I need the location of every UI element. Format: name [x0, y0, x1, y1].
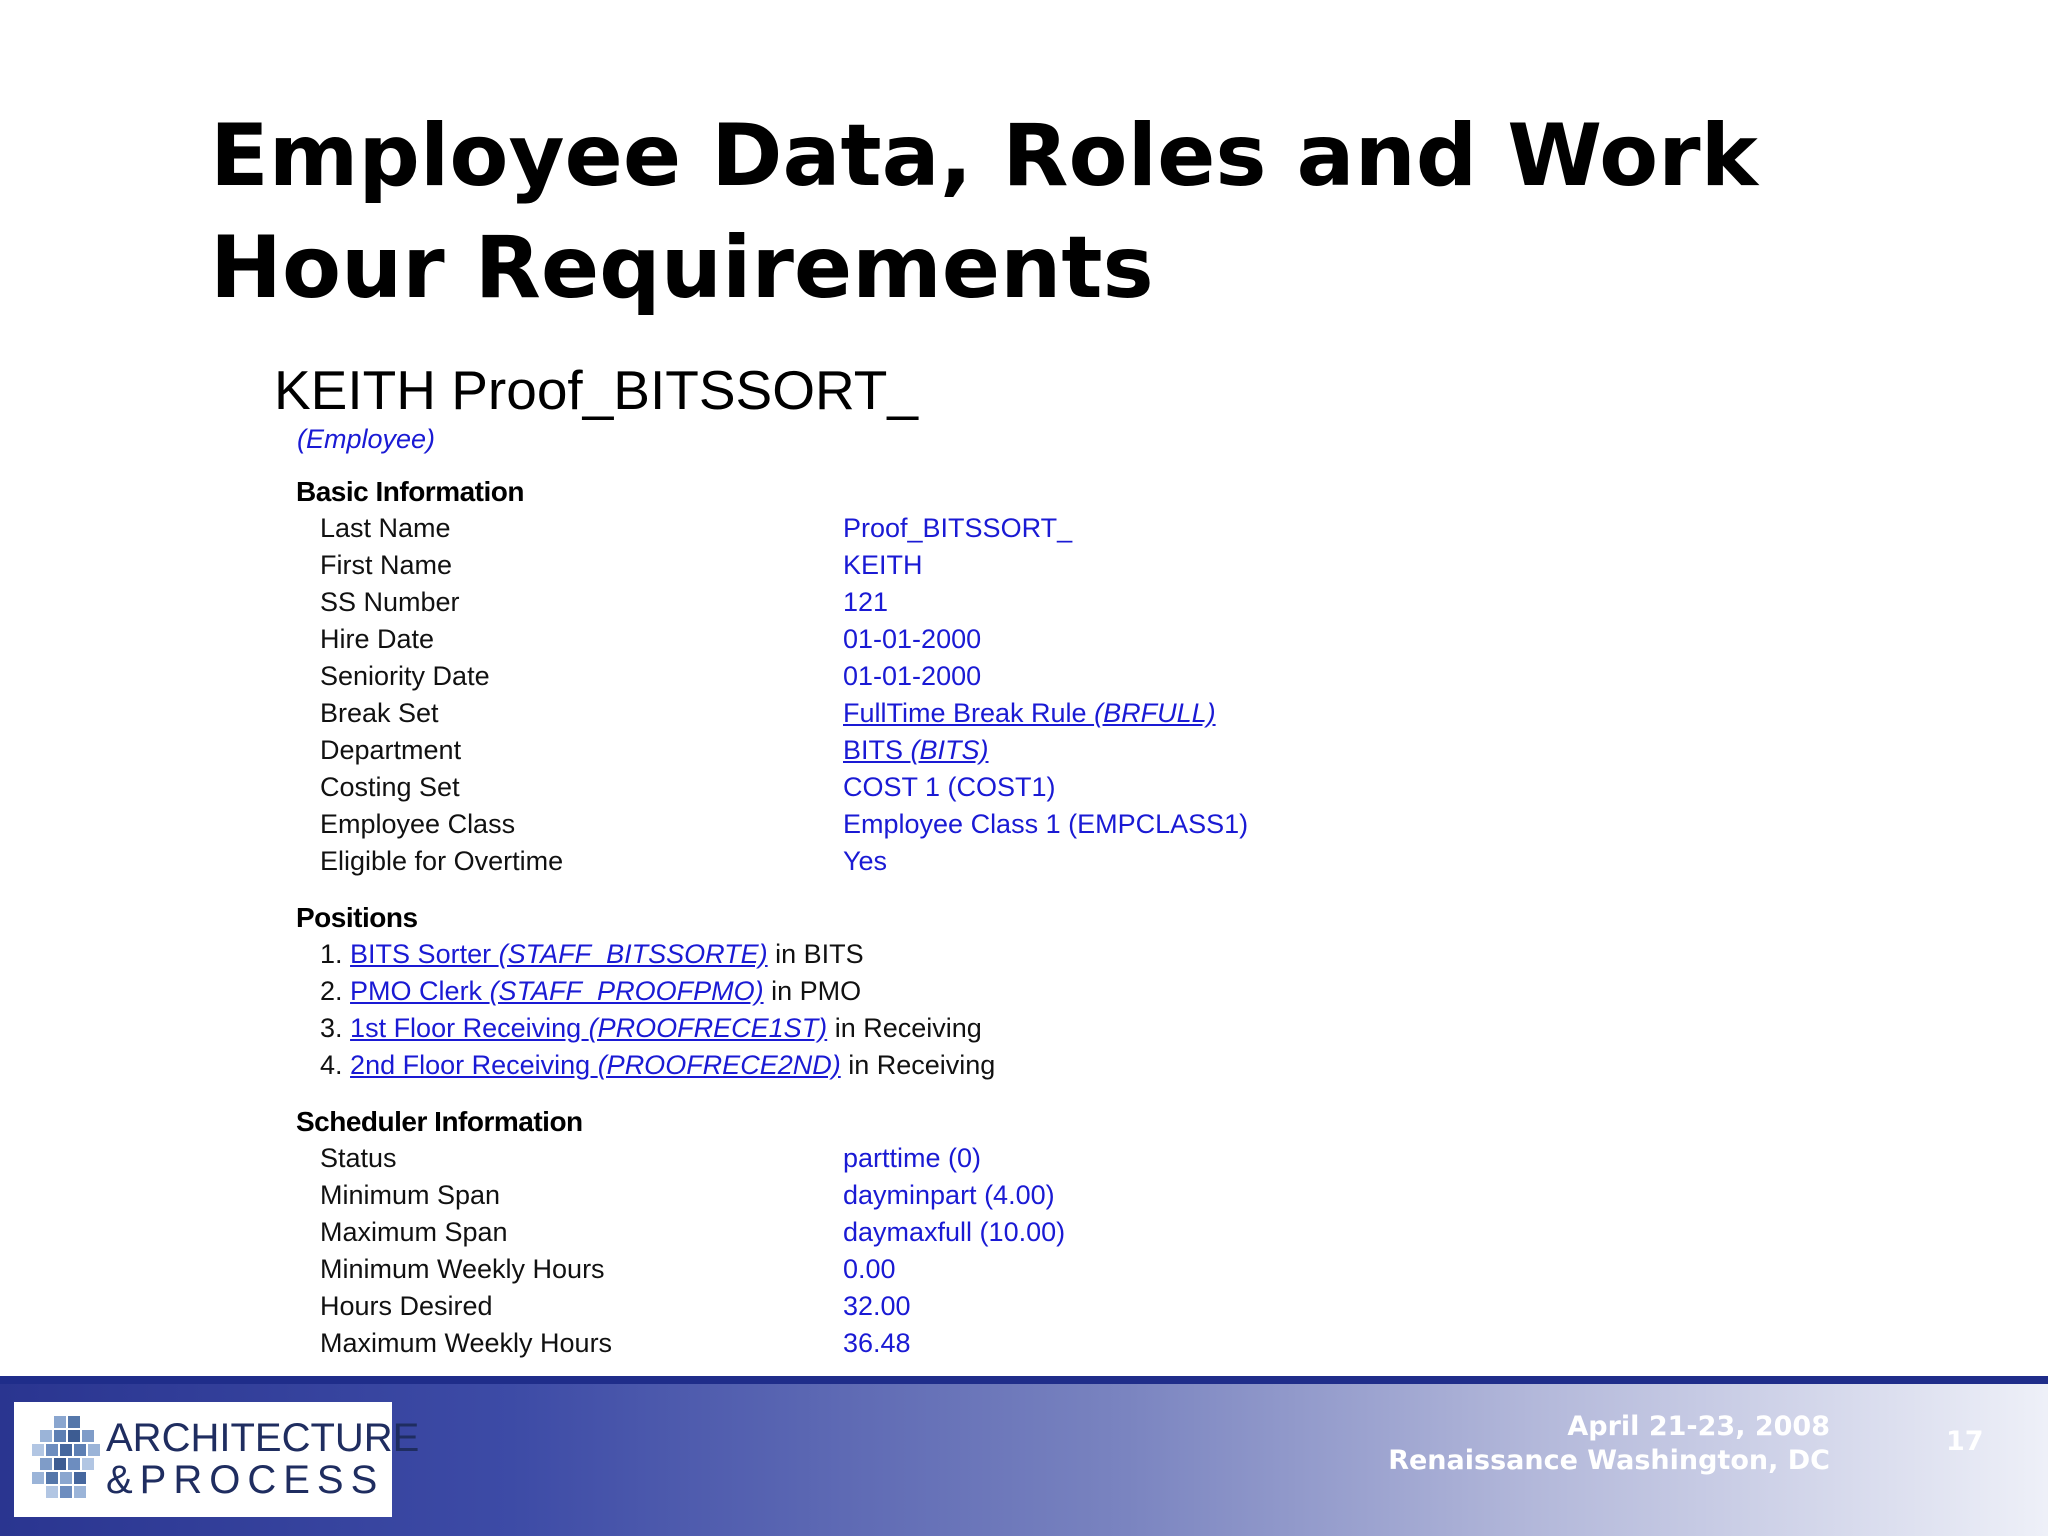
- slide-title: [210, 100, 1910, 324]
- position-link[interactable]: [350, 939, 768, 969]
- basic-row-label: Employee Class: [320, 809, 516, 839]
- position-code: (PROOFRECE1ST): [588, 1013, 828, 1043]
- position-link[interactable]: [350, 1050, 841, 1080]
- architecture-process-logo: [14, 1402, 420, 1517]
- basic-row-label: Department: [320, 735, 462, 765]
- scheduler-row-label: Maximum Span: [320, 1217, 508, 1247]
- slide-title-line-2: Hour Requirements: [210, 218, 1154, 318]
- basic-row: [320, 547, 1280, 584]
- scheduler-row-label: Hours Desired: [320, 1291, 493, 1321]
- basic-row-label: Costing Set: [320, 772, 460, 802]
- position-number: 2.: [320, 976, 343, 1006]
- basic-row-value: 121: [843, 587, 889, 617]
- basic-row-label: Last Name: [320, 513, 451, 543]
- position-link-text: BITS Sorter: [350, 939, 499, 969]
- basic-information-heading: Basic Information: [296, 476, 524, 507]
- scheduler-row-value: parttime (0): [843, 1143, 982, 1173]
- basic-row: [320, 769, 1280, 806]
- position-code: (STAFF_BITSSORTE): [498, 939, 768, 969]
- footer-divider: [0, 1376, 2048, 1384]
- basic-row-label: Seniority Date: [320, 661, 490, 691]
- position-location: in PMO: [763, 976, 862, 1006]
- position-location: in Receiving: [827, 1013, 982, 1043]
- cube-grid-icon: [32, 1416, 102, 1502]
- basic-row: [320, 621, 1280, 658]
- slide-footer: [0, 1376, 2048, 1536]
- position-location: in Receiving: [840, 1050, 996, 1080]
- position-item: [320, 1010, 982, 1047]
- position-item: [320, 936, 864, 973]
- basic-row-value: Yes: [843, 846, 888, 876]
- page-number: 17: [1946, 1426, 1984, 1457]
- basic-row-label: SS Number: [320, 587, 460, 617]
- basic-row-value: 01-01-2000: [843, 624, 982, 654]
- basic-row: [320, 732, 1280, 769]
- position-number: 3.: [320, 1013, 343, 1043]
- positions-heading: Positions: [296, 902, 418, 933]
- position-item: [320, 973, 861, 1010]
- basic-row-value: COST 1 (COST1): [843, 772, 1056, 802]
- event-place: Renaissance Washington, DC: [1388, 1445, 1830, 1476]
- scheduler-row-label: Minimum Weekly Hours: [320, 1254, 605, 1284]
- scheduler-row-label: Maximum Weekly Hours: [320, 1328, 613, 1358]
- position-link-text: PMO Clerk: [350, 976, 490, 1006]
- basic-row-label: First Name: [320, 550, 453, 580]
- basic-row-label: Break Set: [320, 698, 439, 728]
- department-link-text: BITS: [843, 735, 911, 765]
- event-date: April 21-23, 2008: [1567, 1411, 1830, 1442]
- position-number: 1.: [320, 939, 343, 969]
- basic-row-value: 01-01-2000: [843, 661, 982, 691]
- scheduler-information-heading: Scheduler Information: [296, 1106, 583, 1137]
- scheduler-row: [320, 1288, 1280, 1325]
- basic-row: [320, 584, 1280, 621]
- slide-title-line-1: Employee Data, Roles and Work: [210, 106, 1758, 206]
- basic-row: [320, 658, 1280, 695]
- event-info: [1388, 1410, 1830, 1478]
- basic-row: [320, 695, 1280, 732]
- scheduler-row: [320, 1325, 1280, 1362]
- scheduler-row-label: Status: [320, 1143, 397, 1173]
- basic-row-value: KEITH: [843, 550, 923, 580]
- scheduler-row: [320, 1251, 1280, 1288]
- break-set-link-text: FullTime Break Rule: [843, 698, 1095, 728]
- logo-text-process: &PROCESS: [106, 1458, 385, 1502]
- scheduler-row-value: dayminpart (4.00): [843, 1180, 1055, 1210]
- basic-row-label: Eligible for Overtime: [320, 846, 564, 876]
- position-link[interactable]: [350, 1013, 827, 1043]
- employee-name: KEITH Proof_BITSSORT_: [274, 359, 918, 421]
- scheduler-row: [320, 1177, 1280, 1214]
- position-link-text: 2nd Floor Receiving: [350, 1050, 598, 1080]
- employee-type: (Employee): [297, 424, 436, 454]
- scheduler-row: [320, 1140, 1280, 1177]
- basic-row: [320, 510, 1280, 547]
- employee-record-screenshot: [272, 350, 1288, 1370]
- basic-row: [320, 843, 1280, 880]
- position-code: (PROOFRECE2ND): [597, 1050, 841, 1080]
- scheduler-row: [320, 1214, 1280, 1251]
- scheduler-row-value: 36.48: [843, 1328, 911, 1358]
- scheduler-row-value: 32.00: [843, 1291, 911, 1321]
- position-link[interactable]: [350, 976, 764, 1006]
- break-set-code: (BRFULL): [1094, 698, 1216, 728]
- department-link[interactable]: [843, 732, 989, 769]
- scheduler-row-value: daymaxfull (10.00): [843, 1217, 1066, 1247]
- basic-row-label: Hire Date: [320, 624, 435, 654]
- position-item: [320, 1047, 995, 1084]
- break-set-link[interactable]: [843, 695, 1216, 732]
- basic-row-value: Proof_BITSSORT_: [843, 513, 1073, 543]
- position-number: 4.: [320, 1050, 343, 1080]
- basic-row: [320, 806, 1280, 843]
- position-location: in BITS: [767, 939, 864, 969]
- scheduler-row-value: 0.00: [843, 1254, 896, 1284]
- scheduler-row-label: Minimum Span: [320, 1180, 501, 1210]
- position-link-text: 1st Floor Receiving: [350, 1013, 589, 1043]
- basic-row-value: Employee Class 1 (EMPCLASS1): [843, 809, 1249, 839]
- position-code: (STAFF_PROOFPMO): [489, 976, 764, 1006]
- logo-text-architecture: ARCHITECTURE: [106, 1416, 420, 1460]
- department-code: (BITS): [910, 735, 989, 765]
